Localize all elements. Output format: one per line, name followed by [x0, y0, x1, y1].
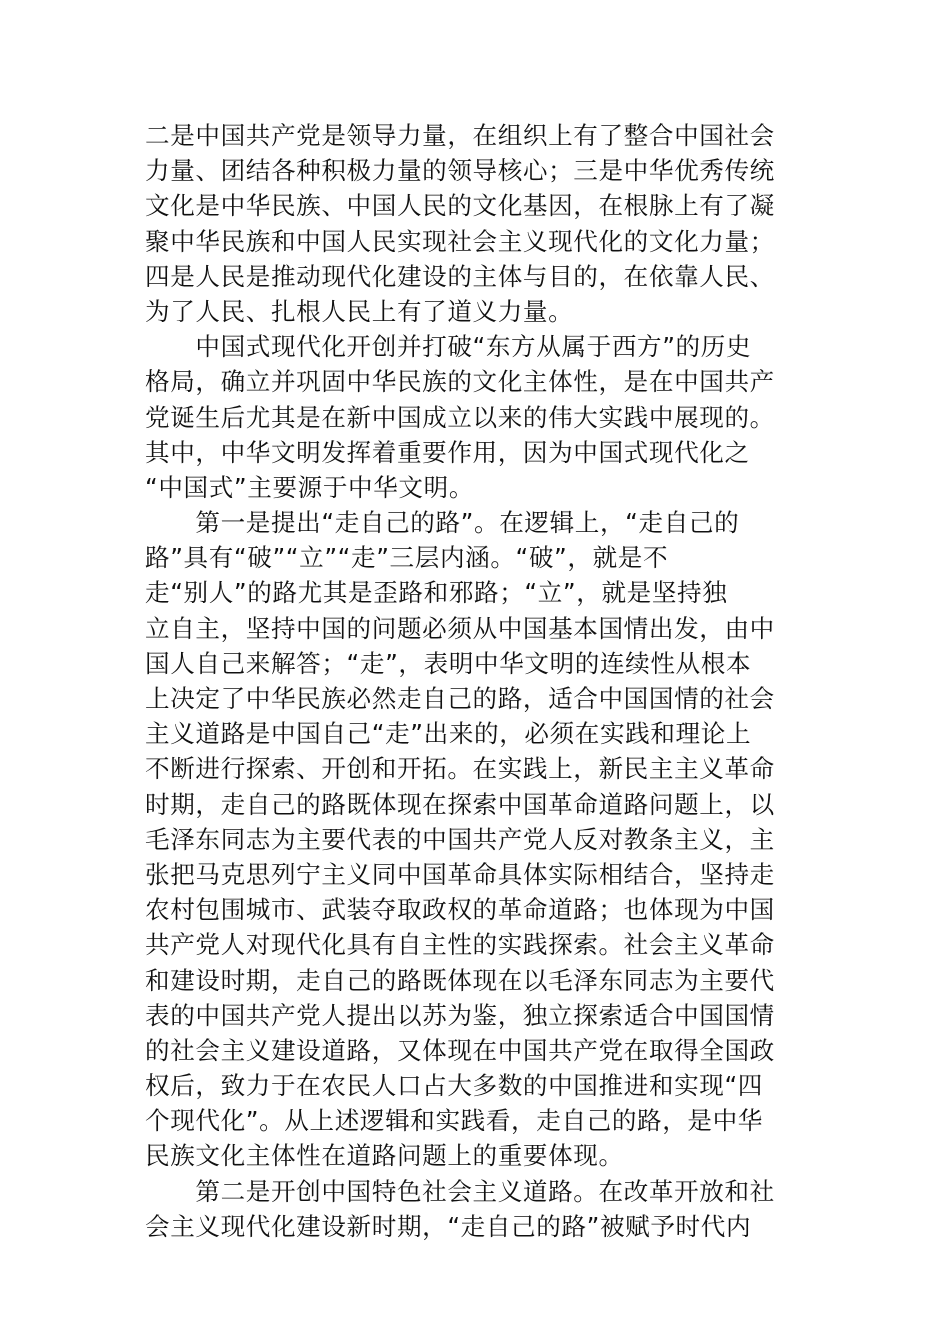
- text-line: 国人自己来解答；“走”，表明中华文明的连续性从根本: [145, 648, 752, 678]
- text-line: “中国式”主要源于中华文明。: [145, 472, 475, 502]
- text-line: 立自主，坚持中国的问题必须从中国基本国情出发，由中: [145, 613, 775, 643]
- text-line: 的社会主义建设道路，又体现在中国共产党在取得全国政: [145, 1035, 775, 1065]
- text-line: 文化是中华民族、中国人民的文化基因，在根脉上有了凝: [145, 191, 775, 221]
- text-line: 为了人民、扎根人民上有了道义力量。: [145, 296, 574, 326]
- text-line: 四是人民是推动现代化建设的主体与目的，在依靠人民、: [145, 261, 775, 291]
- text-line: 走“别人”的路尤其是歪路和邪路；“立”，就是坚持独: [145, 578, 728, 608]
- text-line: 毛泽东同志为主要代表的中国共产党人反对教条主义，主: [145, 824, 775, 854]
- text-line: 权后，致力于在农民人口占大多数的中国推进和实现“四: [145, 1071, 763, 1101]
- text-line: 聚中华民族和中国人民实现社会主义现代化的文化力量；: [145, 226, 775, 256]
- paragraph-4: [145, 1174, 807, 1244]
- text-line: 个现代化”。从上述逻辑和实践看，走自己的路，是中华: [145, 1106, 763, 1136]
- text-line: 表的中国共产党人提出以苏为鉴，独立探索适合中国国情: [145, 1000, 775, 1030]
- text-line: 中国式现代化开创并打破“东方从属于西方”的历史: [145, 332, 752, 362]
- text-line: 共产党人对现代化具有自主性的实践探索。社会主义革命: [145, 930, 775, 960]
- text-line: 农村包围城市、武装夺取政权的革命道路；也体现为中国: [145, 895, 775, 925]
- text-line: 上决定了中华民族必然走自己的路，适合中国国情的社会: [145, 684, 775, 713]
- text-line: 会主义现代化建设新时期，“走自己的路”被赋予时代内: [145, 1211, 752, 1241]
- document-page: [145, 118, 807, 1244]
- text-line: 时期，走自己的路既体现在探索中国革命道路问题上，以: [145, 789, 775, 819]
- text-line: 和建设时期，走自己的路既体现在以毛泽东同志为主要代: [145, 965, 775, 995]
- text-line: 二是中国共产党是领导力量，在组织上有了整合中国社会: [145, 121, 775, 150]
- text-line: 第一是提出“走自己的路”。在逻辑上，“走自己的: [145, 508, 740, 538]
- paragraph-2: [145, 329, 807, 505]
- paragraph-1: [145, 118, 807, 329]
- text-line: 不断进行探索、开创和开拓。在实践上，新民主主义革命: [145, 754, 775, 784]
- text-line: 路”具有“破”“立”“走”三层内涵。“破”，就是不: [145, 543, 669, 573]
- text-line: 民族文化主体性在道路问题上的重要体现。: [145, 1141, 624, 1171]
- paragraph-3: [145, 505, 807, 1174]
- text-line: 第二是开创中国特色社会主义道路。在改革开放和社: [145, 1176, 775, 1206]
- text-line: 格局，确立并巩固中华民族的文化主体性，是在中国共产: [145, 367, 775, 397]
- text-line: 党诞生后尤其是在新中国成立以来的伟大实践中展现的。: [145, 402, 775, 432]
- text-line: 张把马克思列宁主义同中国革命具体实际相结合，坚持走: [145, 859, 775, 889]
- text-line: 主义道路是中国自己“走”出来的，必须在实践和理论上: [145, 719, 752, 749]
- text-line: 力量、团结各种积极力量的领导核心；三是中华优秀传统: [145, 156, 775, 186]
- text-line: 其中，中华文明发挥着重要作用，因为中国式现代化之: [145, 437, 750, 467]
